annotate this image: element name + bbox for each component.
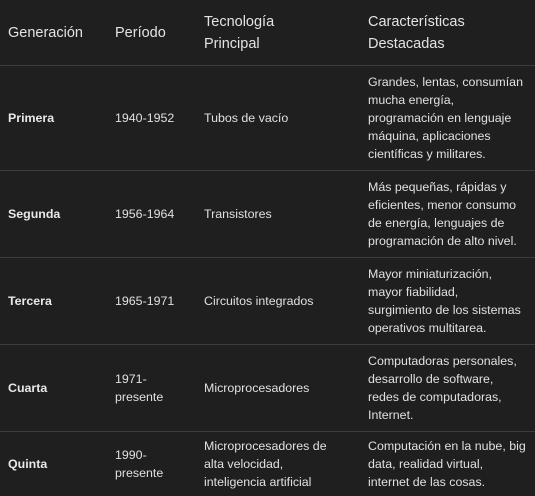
- header-technology-line2: Principal: [204, 35, 260, 52]
- period-text: presente: [115, 466, 164, 480]
- table-row: [0, 171, 535, 258]
- technology-text: Microprocesadores: [204, 381, 310, 395]
- technology-cell: [204, 171, 364, 257]
- features-line: de energía, lenguajes de: [368, 216, 505, 230]
- features-line: operativos multitarea.: [368, 321, 487, 335]
- technology-cell: [204, 345, 364, 431]
- features-line: máquina, aplicaciones: [368, 129, 491, 143]
- technology-cell: [204, 432, 364, 496]
- header-technology-line1: Tecnología: [204, 13, 275, 30]
- generation-cell: [8, 345, 108, 431]
- period-text: 1940-1952: [115, 111, 175, 125]
- generation-cell: [8, 66, 108, 170]
- table-row: [0, 66, 535, 171]
- features-line: mayor fiabilidad,: [368, 285, 459, 299]
- header-period-text: Período: [115, 24, 166, 41]
- features-line: eficientes, menor consumo: [368, 198, 517, 212]
- features-line: Computadoras personales,: [368, 354, 517, 368]
- table-row: [0, 345, 535, 432]
- header-features: [368, 0, 535, 65]
- period-text: presente: [115, 390, 164, 404]
- header-features-line1: Características: [368, 13, 465, 30]
- technology-cell: [204, 66, 364, 170]
- features-cell: [368, 258, 535, 344]
- technology-text: Circuitos integrados: [204, 294, 314, 308]
- period-text: 1965-1971: [115, 294, 175, 308]
- period-cell: [115, 345, 200, 431]
- header-technology: [204, 0, 364, 65]
- generation-label: Segunda: [8, 207, 61, 221]
- features-line: científicas y militares.: [368, 147, 486, 161]
- period-cell: [115, 432, 200, 496]
- period-cell: [115, 66, 200, 170]
- features-cell: [368, 432, 535, 496]
- generation-cell: [8, 432, 108, 496]
- period-cell: [115, 258, 200, 344]
- features-line: Grandes, lentas, consumían: [368, 75, 523, 89]
- table-row: [0, 258, 535, 345]
- header-generation: [8, 0, 108, 65]
- table-row: [0, 432, 535, 496]
- features-line: mucha energía,: [368, 93, 455, 107]
- features-line: programación en lenguaje: [368, 111, 512, 125]
- features-line: Más pequeñas, rápidas y: [368, 180, 507, 194]
- header-features-line2: Destacadas: [368, 35, 445, 52]
- features-cell: [368, 171, 535, 257]
- technology-text: Transistores: [204, 207, 272, 221]
- technology-text: alta velocidad,: [204, 457, 284, 471]
- period-text: 1956-1964: [115, 207, 175, 221]
- features-cell: [368, 345, 535, 431]
- technology-cell: [204, 258, 364, 344]
- features-line: Computación en la nube, big: [368, 439, 526, 453]
- generation-cell: [8, 258, 108, 344]
- header-period: [115, 0, 200, 65]
- technology-text: inteligencia artificial: [204, 475, 312, 489]
- features-line: redes de computadoras,: [368, 390, 502, 404]
- header-generation-text: Generación: [8, 24, 83, 41]
- features-line: data, realidad virtual,: [368, 457, 484, 471]
- generation-label: Cuarta: [8, 381, 48, 395]
- features-line: Internet.: [368, 408, 414, 422]
- features-line: desarrollo de software,: [368, 372, 494, 386]
- features-line: programación de alto nivel.: [368, 234, 517, 248]
- generation-label: Tercera: [8, 294, 52, 308]
- table-header-row: [0, 0, 535, 66]
- features-line: surgimiento de los sistemas: [368, 303, 521, 317]
- period-cell: [115, 171, 200, 257]
- generation-label: Primera: [8, 111, 55, 125]
- features-line: internet de las cosas.: [368, 475, 486, 489]
- generation-cell: [8, 171, 108, 257]
- features-line: Mayor miniaturización,: [368, 267, 492, 281]
- features-cell: [368, 66, 535, 170]
- generation-label: Quinta: [8, 457, 48, 471]
- technology-text: Tubos de vacío: [204, 111, 289, 125]
- period-text: 1971-: [115, 372, 147, 386]
- technology-text: Microprocesadores de: [204, 439, 327, 453]
- period-text: 1990-: [115, 448, 147, 462]
